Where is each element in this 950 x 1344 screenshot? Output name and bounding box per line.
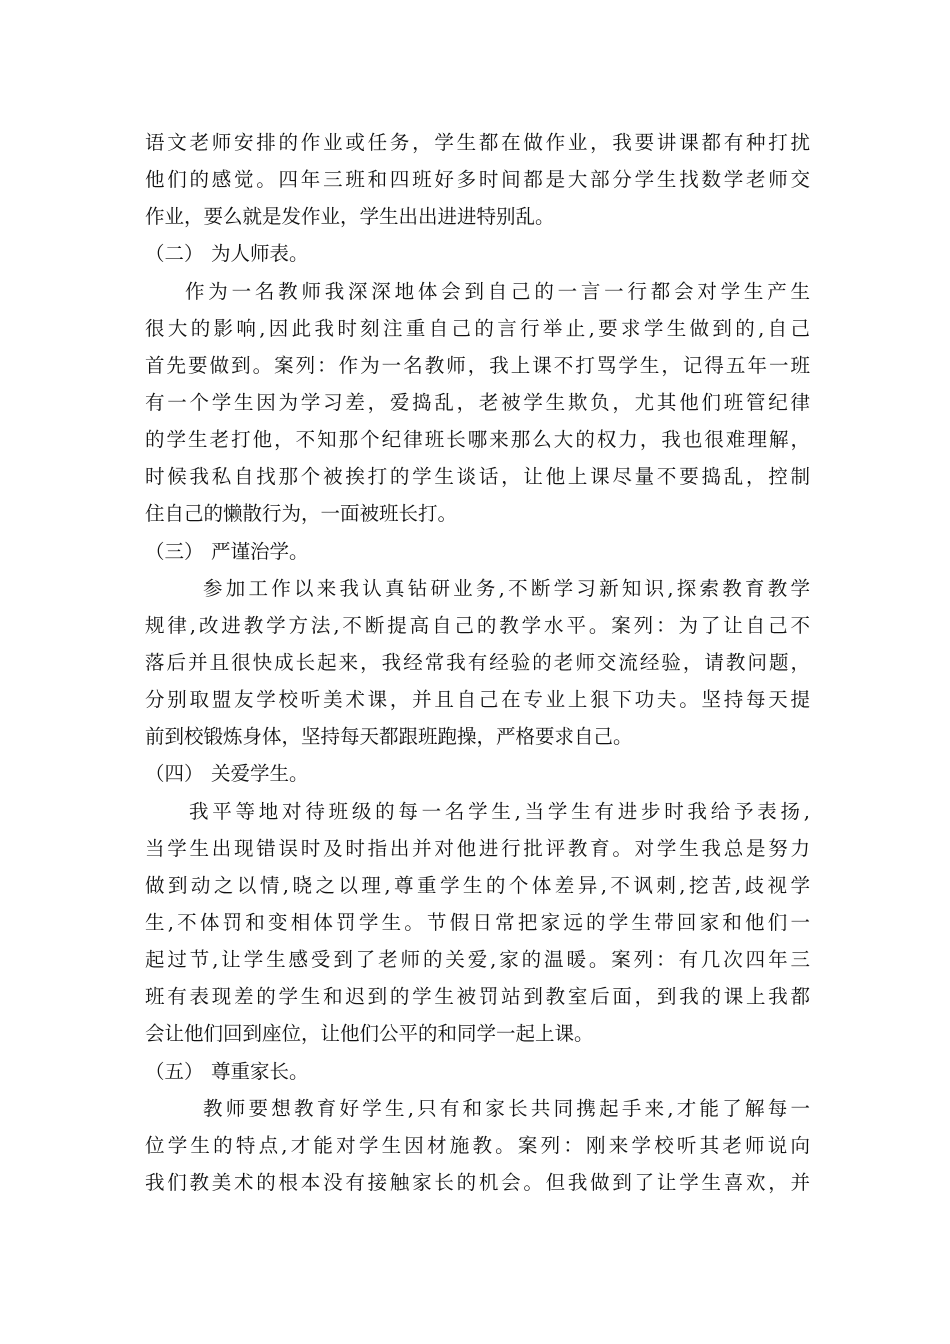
paragraph-first-line: 我平等地对待班级的每一名学生,当学生有进步时我给予表扬,: [189, 799, 810, 823]
section-number: （五）: [145, 1059, 204, 1083]
body-line: 住自己的懒散行为，一面被班长打。: [145, 502, 458, 526]
section-title: 关爱学生。: [211, 762, 309, 786]
body-line: 的学生老打他，不知那个纪律班长哪来那么大的权力，我也很难理解，: [145, 428, 810, 452]
body-line: 当学生出现错误时及时指出并对他进行批评教育。对学生我总是努力: [145, 836, 810, 860]
section-heading-2: [145, 235, 810, 272]
body-line: 位学生的特点,才能对学生因材施教。案列：刚来学校听其老师说向: [145, 1133, 810, 1157]
section-heading-4: [145, 755, 810, 792]
body-line: 会让他们回到座位，让他们公平的和同学一起上课。: [145, 1022, 594, 1046]
body-line: 有一个学生因为学习差，爱捣乱，老被学生欺负，尤其他们班管纪律: [145, 390, 810, 414]
paragraph-first-line: 参加工作以来我认真钻研业务,不断学习新知识,探索教育教学: [203, 576, 810, 600]
body-line: 语文老师安排的作业或任务，学生都在做作业，我要讲课都有种打扰: [145, 131, 810, 154]
body-line: 做到动之以情,晓之以理,尊重学生的个体差异,不讽刺,挖苦,歧视学: [145, 873, 810, 897]
section-number: （二）: [145, 242, 204, 266]
section-title: 严谨治学。: [211, 539, 309, 563]
section-heading-3: [145, 533, 810, 570]
body-line: 生,不体罚和变相体罚学生。节假日常把家远的学生带回家和他们一: [145, 910, 810, 934]
body-line: 落后并且很快成长起来，我经常我有经验的老师交流经验，请教问题，: [145, 650, 810, 674]
document-body: [145, 124, 810, 1201]
section-title: 尊重家长。: [211, 1059, 309, 1083]
body-line: 时候我私自找那个被挨打的学生谈话，让他上课尽量不要捣乱，控制: [145, 465, 810, 489]
body-line: 分别取盟友学校听美术课，并且自己在专业上狠下功夫。坚持每天提: [145, 688, 810, 712]
body-line: 很大的影响,因此我时刻注重自己的言行举止,要求学生做到的,自己: [145, 316, 810, 340]
paragraph-first-line: 作为一名教师我深深地体会到自己的一言一行都会对学生产生: [185, 279, 810, 303]
body-line: 前到校锻炼身体，坚持每天都跟班跑操，严格要求自己。: [145, 725, 633, 749]
body-line: 他们的感觉。四年三班和四班好多时间都是大部分学生找数学老师交: [145, 168, 810, 192]
section-heading-5: [145, 1053, 810, 1090]
section-number: （四）: [145, 762, 204, 786]
body-line: 首先要做到。案列：作为一名教师，我上课不打骂学生，记得五年一班: [145, 353, 810, 377]
body-line: 规律,改进教学方法,不断提高自己的教学水平。案列：为了让自己不: [145, 613, 810, 637]
body-line: 我们教美术的根本没有接触家长的机会。但我做到了让学生喜欢，并: [145, 1170, 810, 1194]
body-line: 起过节,让学生感受到了老师的关爱,家的温暖。案列：有几次四年三: [145, 948, 810, 972]
section-number: （三）: [145, 539, 204, 563]
section-title: 为人师表。: [211, 242, 309, 266]
body-line: 班有表现差的学生和迟到的学生被罚站到教室后面，到我的课上我都: [145, 985, 810, 1009]
paragraph-first-line: 教师要想教育好学生,只有和家长共同携起手来,才能了解每一: [203, 1096, 810, 1120]
body-line: 作业，要么就是发作业，学生出出进进特别乱。: [145, 205, 555, 229]
